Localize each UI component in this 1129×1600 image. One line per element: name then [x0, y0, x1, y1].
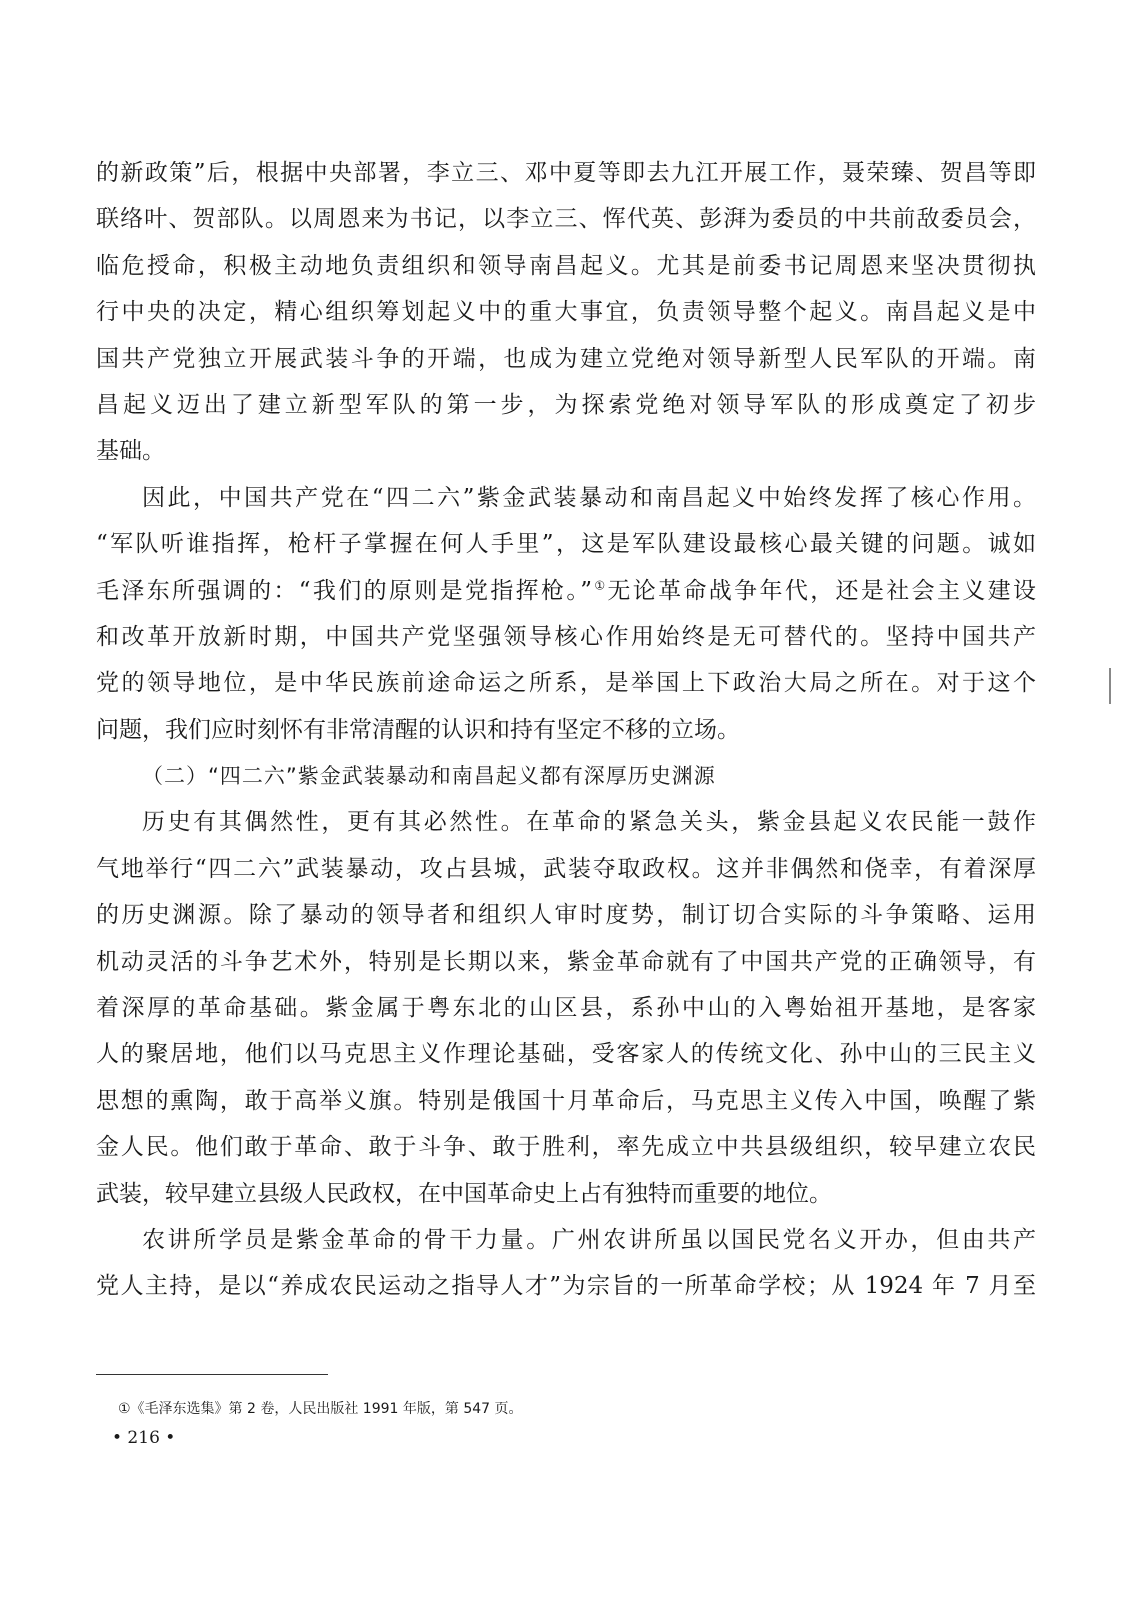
- text-line: 机动灵活的斗争艺术外，特别是长期以来，紫金革命就有了中国共产党的正确领导，有: [96, 948, 1036, 975]
- text-line: 联络叶、贺部队。以周恩来为书记，以李立三、恽代英、彭湃为委员的中共前敌委员会，: [96, 206, 1036, 233]
- paragraph-first-line: 历史有其偶然性，更有其必然性。在革命的紧急关头，紫金县起义农民能一鼓作: [142, 809, 1036, 836]
- text-line: 昌起义迈出了建立新型军队的第一步，为探索党绝对领导军队的形成奠定了初步: [96, 391, 1036, 418]
- text-line: 的新政策”后，根据中央部署，李立三、邓中夏等即去九江开展工作，聂荣臻、贺昌等即: [96, 160, 1036, 186]
- text-line-with-footnote: [96, 568, 1036, 614]
- page-number: • 216 •: [112, 1428, 176, 1448]
- text-line: 武装，较早建立县级人民政权，在中国革命史上占有独特而重要的地位。: [96, 1180, 832, 1207]
- footnote: ①《毛泽东选集》第 2 卷，人民出版社 1991 年版，第 547 页。: [118, 1401, 523, 1417]
- paragraph-first-line: 农讲所学员是紫金革命的骨干力量。广州农讲所虽以国民党名义开办，但由共产: [142, 1226, 1036, 1253]
- text-line: 思想的熏陶，敢于高举义旗。特别是俄国十月革命后，马克思主义传入中国，唤醒了紫: [96, 1087, 1036, 1114]
- text-line: 基础。: [96, 438, 165, 465]
- text-line: 的历史渊源。除了暴动的领导者和组织人审时度势，制订切合实际的斗争策略、运用: [96, 902, 1036, 929]
- text-line: 和改革开放新时期，中国共产党坚强领导核心作用始终是无可替代的。坚持中国共产: [96, 623, 1036, 650]
- text-line: 金人民。他们敢于革命、敢于斗争、敢于胜利，率先成立中共县级组织，较早建立农民: [96, 1134, 1036, 1161]
- text-line: 问题，我们应时刻怀有非常清醒的认识和持有坚定不移的立场。: [96, 716, 740, 743]
- text-line: 人的聚居地，他们以马克思主义作理论基础，受客家人的传统文化、孙中山的三民主义: [96, 1041, 1036, 1068]
- paragraph-first-line: 因此，中国共产党在“四二六”紫金武装暴动和南昌起义中始终发挥了核心作用。: [142, 484, 1036, 511]
- text-line: “军队听谁指挥，枪杆子掌握在何人手里”，这是军队建设最核心最关键的问题。诚如: [96, 531, 1036, 558]
- footnote-marker: ①: [591, 577, 608, 592]
- body-text: [96, 150, 1036, 1310]
- text-line: 气地举行“四二六”武装暴动，攻占县城，武装夺取政权。这并非偶然和侥幸，有着深厚: [96, 855, 1036, 882]
- text-line: 党人主持，是以“养成农民运动之指导人才”为宗旨的一所革命学校；从 1924 年 7 月至: [96, 1273, 1036, 1300]
- text-line: 国共产党独立开展武装斗争的开端，也成为建立党绝对领导新型人民军队的开端。南: [96, 345, 1036, 372]
- text-segment: 毛泽东所强调的：“我们的原则是党指挥枪。”: [96, 577, 592, 604]
- section-heading: （二）“四二六”紫金武装暴动和南昌起义都有深厚历史渊源: [142, 764, 716, 789]
- text-line: 临危授命，积极主动地负责组织和领导南昌起义。尤其是前委书记周恩来坚决贯彻执: [96, 252, 1036, 279]
- text-line: 着深厚的革命基础。紫金属于粤东北的山区县，系孙中山的入粤始祖开基地，是客家: [96, 995, 1036, 1022]
- scan-edge-mark: [1109, 668, 1111, 704]
- text-line: 行中央的决定，精心组织筹划起义中的重大事宜，负责领导整个起义。南昌起义是中: [96, 299, 1036, 326]
- footnote-divider: [96, 1374, 328, 1375]
- text-line: 党的领导地位，是中华民族前途命运之所系，是举国上下政治大局之所在。对于这个: [96, 670, 1036, 697]
- text-segment: 无论革命战争年代，还是社会主义建设: [607, 577, 1036, 604]
